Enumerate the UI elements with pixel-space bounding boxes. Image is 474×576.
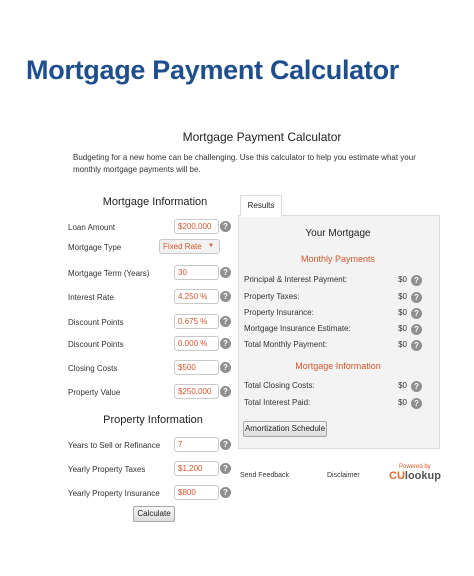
property-insurance-result-label: Property Insurance: xyxy=(244,308,314,317)
interest-rate-input[interactable]: 4.250 % xyxy=(174,289,219,304)
chevron-down-icon: ▼ xyxy=(208,243,214,249)
total-closing-costs-value: $0 xyxy=(398,381,407,390)
property-insurance-input[interactable]: $800 xyxy=(174,485,219,500)
mortgage-insurance-help-icon[interactable]: ? xyxy=(411,324,422,335)
property-info-title: Property Information xyxy=(103,414,203,426)
total-interest-value: $0 xyxy=(398,398,407,407)
mortgage-type-select[interactable] xyxy=(159,239,220,254)
years-to-sell-help-icon[interactable]: ? xyxy=(220,439,231,450)
principal-interest-label: Principal & Interest Payment: xyxy=(244,275,348,284)
cu-lookup-logo[interactable] xyxy=(389,464,441,486)
property-insurance-label: Yearly Property Insurance xyxy=(68,489,160,498)
years-to-sell-input[interactable]: 7 xyxy=(174,437,219,452)
property-value-input[interactable]: $250,000 xyxy=(174,384,219,399)
property-taxes-result-label: Property Taxes: xyxy=(244,292,300,301)
property-taxes-label: Yearly Property Taxes xyxy=(68,465,146,474)
mortgage-term-input[interactable]: 30 xyxy=(174,265,219,280)
disclaimer-link[interactable]: Disclaimer xyxy=(327,472,360,479)
discount-points-help-icon[interactable]: ? xyxy=(220,316,231,327)
property-value-label: Property Value xyxy=(68,388,121,397)
loan-amount-label: Loan Amount xyxy=(68,223,116,232)
send-feedback-link[interactable]: Send Feedback xyxy=(240,472,290,479)
total-monthly-help-icon[interactable]: ? xyxy=(411,340,422,351)
mortgage-type-value: Fixed Rate xyxy=(163,242,202,251)
total-closing-costs-label: Total Closing Costs: xyxy=(244,381,315,390)
mortgage-insurance-label: Mortgage Insurance Estimate: xyxy=(244,324,351,333)
years-to-sell-label: Years to Sell or Refinance xyxy=(68,441,161,450)
property-taxes-help-icon[interactable]: ? xyxy=(220,463,231,474)
total-monthly-label: Total Monthly Payment: xyxy=(244,340,328,349)
property-insurance-result-help-icon[interactable]: ? xyxy=(411,308,422,319)
intro-text: Budgeting for a new home can be challenging. Use this calculator to help you estimate what your monthly mortgage payments will be. xyxy=(73,153,416,174)
logo-cu-text: CU xyxy=(389,470,405,482)
mortgage-type-label: Mortgage Type xyxy=(68,243,122,252)
discount-points-2-help-icon[interactable]: ? xyxy=(220,338,231,349)
discount-points-label: Discount Points xyxy=(68,318,124,327)
closing-costs-label: Closing Costs xyxy=(68,364,118,373)
discount-points-2-label: Discount Points xyxy=(68,340,124,349)
total-interest-help-icon[interactable]: ? xyxy=(411,398,422,409)
property-taxes-result-value: $0 xyxy=(398,292,407,301)
page-title: Mortgage Payment Calculator xyxy=(26,55,399,85)
mortgage-info-title: Mortgage Information xyxy=(102,196,208,208)
calculator-title: Mortgage Payment Calculator xyxy=(182,130,342,144)
logo-powered-by: Powered by xyxy=(399,464,431,470)
property-insurance-help-icon[interactable]: ? xyxy=(220,487,231,498)
closing-costs-help-icon[interactable]: ? xyxy=(220,362,231,373)
total-closing-costs-help-icon[interactable]: ? xyxy=(411,381,422,392)
monthly-payments-title: Monthly Payments xyxy=(300,254,376,264)
property-taxes-input[interactable]: $1,200 xyxy=(174,461,219,476)
closing-costs-input[interactable]: $500 xyxy=(174,360,219,375)
property-value-help-icon[interactable]: ? xyxy=(220,386,231,397)
tab-results[interactable]: Results xyxy=(240,195,282,217)
discount-points-2-input[interactable]: 0.000 % xyxy=(174,336,219,351)
mortgage-term-help-icon[interactable]: ? xyxy=(220,267,231,278)
total-interest-label: Total Interest Paid: xyxy=(244,398,311,407)
mortgage-term-label: Mortgage Term (Years) xyxy=(68,269,150,278)
discount-points-input[interactable]: 0.675 % xyxy=(174,314,219,329)
principal-interest-help-icon[interactable]: ? xyxy=(411,275,422,286)
property-taxes-result-help-icon[interactable]: ? xyxy=(411,292,422,303)
loan-amount-help-icon[interactable]: ? xyxy=(220,221,231,232)
mortgage-insurance-value: $0 xyxy=(398,324,407,333)
property-insurance-result-value: $0 xyxy=(398,308,407,317)
results-mortgage-info-title: Mortgage Information xyxy=(295,361,381,371)
loan-amount-input[interactable]: $200,000 xyxy=(174,219,219,234)
interest-rate-help-icon[interactable]: ? xyxy=(220,291,231,302)
amortization-schedule-button[interactable]: Amortization Schedule xyxy=(243,421,327,437)
interest-rate-label: Interest Rate xyxy=(68,293,114,302)
total-monthly-value: $0 xyxy=(398,340,407,349)
principal-interest-value: $0 xyxy=(398,275,407,284)
logo-lookup-text: lookup xyxy=(404,470,441,482)
calculate-button[interactable]: Calculate xyxy=(133,506,175,522)
results-heading: Your Mortgage xyxy=(305,228,371,239)
